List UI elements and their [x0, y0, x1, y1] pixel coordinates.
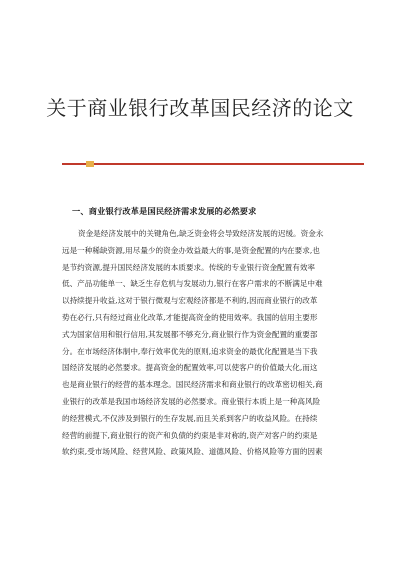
- body-line: 低、产品功能单一、缺乏生存危机与发展动力,银行在客户需求的不断满足中难: [62, 279, 323, 289]
- divider-accent-mark: [86, 161, 94, 167]
- body-line: 也是商业银行的经营的基本理念。国民经济需求和商业银行的改革密切相关,商: [62, 380, 323, 390]
- body-line: 业银行的改革是我国市场经济发展的必然要求。商业银行本质上是一种高风险: [62, 396, 321, 406]
- title-divider: [62, 163, 364, 165]
- body-line: 国经济发展的必然要求。提高资金的配置效率,可以使客户的价值最大化,而这: [62, 363, 318, 373]
- body-line: 以持续提升收益,这对于银行微观与宏观经济都是不利的,因而商业银行的改革: [62, 296, 318, 306]
- body-line: 分。在市场经济体制中,奉行效率优先的原则,追求资金的最优化配置是当下我: [62, 346, 318, 356]
- body-line: 远是一种稀缺资源,用尽量少的资金办效益最大的事,是资金配置的内在要求,也: [62, 245, 320, 255]
- body-line: 软约束,受市场风险、经营风险、政策风险、道德风险、价格风险等方面的因素: [62, 447, 323, 457]
- body-line: 势在必行,只有经过商业化改革,才能提高资金的使用效率。我国的信用主要形: [62, 312, 318, 322]
- document-title: 关于商业银行改革国民经济的论文: [46, 96, 354, 120]
- body-text: [62, 226, 364, 461]
- body-line: 资金是经济发展中的关键角色,缺乏资金将会导致经济发展的迟缓。资金永: [78, 229, 324, 238]
- body-line: 的经营模式,不仅涉及到银行的生存发展,而且关系到客户的收益风险。在持续: [62, 413, 318, 423]
- body-line: 式为国家信用和银行信用,其发展都不够充分,商业银行作为资金配置的重要部: [62, 329, 318, 339]
- body-line: 是节约资源,提升国民经济发展的本质要求。传统的专业银行资金配置有效率: [62, 262, 316, 272]
- section-heading: 一、商业银行改革是国民经济需求发展的必然要求: [72, 206, 257, 216]
- body-line: 经营的前提下,商业银行的资产和负债的约束是非对称的,资产对客户的约束是: [62, 430, 318, 440]
